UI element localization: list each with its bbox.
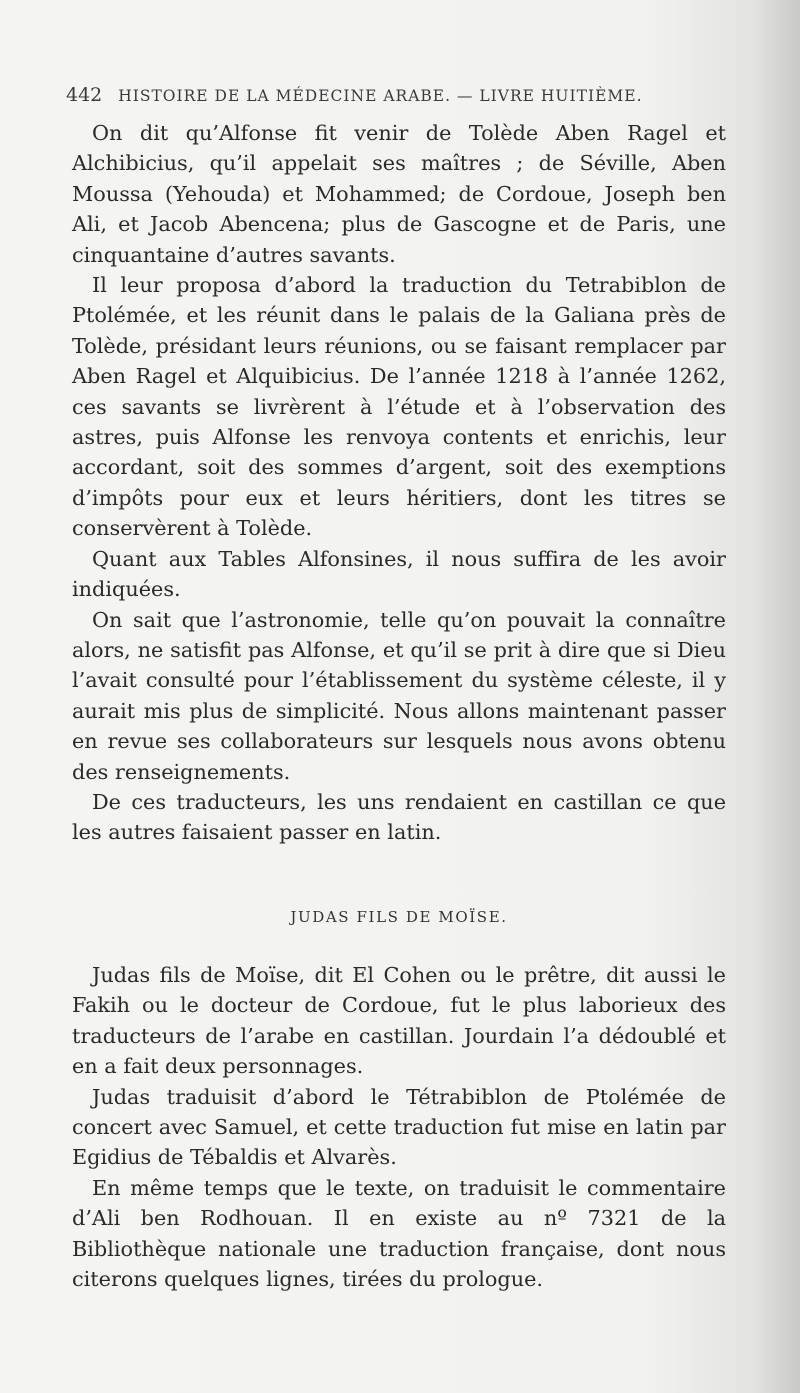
paragraph: Quant aux Tables Alfonsines, il nous suffira de les avoir indiquées.: [72, 546, 726, 602]
section-heading: JUDAS FILS DE MOÏSE.: [290, 908, 508, 926]
paragraph: De ces traducteurs, les uns rendaient en castillan ce que les autres faisaient passer en latin.: [72, 789, 726, 845]
section-text: [72, 960, 726, 1294]
main-text: [72, 118, 726, 848]
paragraph: Judas traduisit d’abord le Tétrabiblon de Ptolémée de concert avec Samuel, et cette traduction fut mise en latin par Egidius de Tébaldis et Alvarès.: [72, 1084, 726, 1170]
paragraph: On dit qu’Alfonse fit venir de Tolède Aben Ragel et Alchibicius, qu’il appelait ses maîtres ; de Séville, Aben Moussa (Yehouda) et Mohammed; de Cordoue, Joseph ben Ali, et Jacob Abencena; plus de Gascogne et de Paris, une cinquantaine d’autres savants.: [72, 121, 726, 267]
paragraph: On sait que l’astronomie, telle qu’on pouvait la connaître alors, ne satisfit pas Alfonse, et qu’il se prit à dire que si Dieu l’avait consulté pour l’établissement du système céleste, il y aurait mis plus de simplicité. Nous allons maintenant passer en revue ses collaborateurs sur lesquels nous avons obtenu des renseignements.: [72, 607, 726, 784]
paragraph: Judas fils de Moïse, dit El Cohen ou le prêtre, dit aussi le Fakih ou le docteur de Cordoue, fut le plus laborieux des traducteurs de l’arabe en castillan. Jourdain l’a dédoublé et en a fait deux personnages.: [72, 963, 726, 1079]
page-number: 442: [66, 84, 103, 106]
running-title: HISTOIRE DE LA MÉDECINE ARABE. — LIVRE HUITIÈME.: [118, 87, 643, 105]
paragraph: En même temps que le texte, on traduisit le commentaire d’Ali ben Rodhouan. Il en existe au nº 7321 de la Bibliothèque nationale une traduction française, dont nous citerons quelques lignes, tirées du prologue.: [72, 1175, 726, 1292]
paragraph: Il leur proposa d’abord la traduction du Tetrabiblon de Ptolémée, et les réunit dans le palais de la Galiana près de Tolède, présidant leurs réunions, ou se faisant remplacer par Aben Ragel et Alquibicius. De l’année 1218 à l’année 1262, ces savants se livrèrent à l’étude et à l’observation des astres, puis Alfonse les renvoya contents et enrichis, leur accordant, soit des sommes d’argent, soit des exemptions d’impôts pour eux et leurs héritiers, dont les titres se conservèrent à Tolède.: [72, 273, 726, 541]
running-header: [66, 84, 738, 106]
